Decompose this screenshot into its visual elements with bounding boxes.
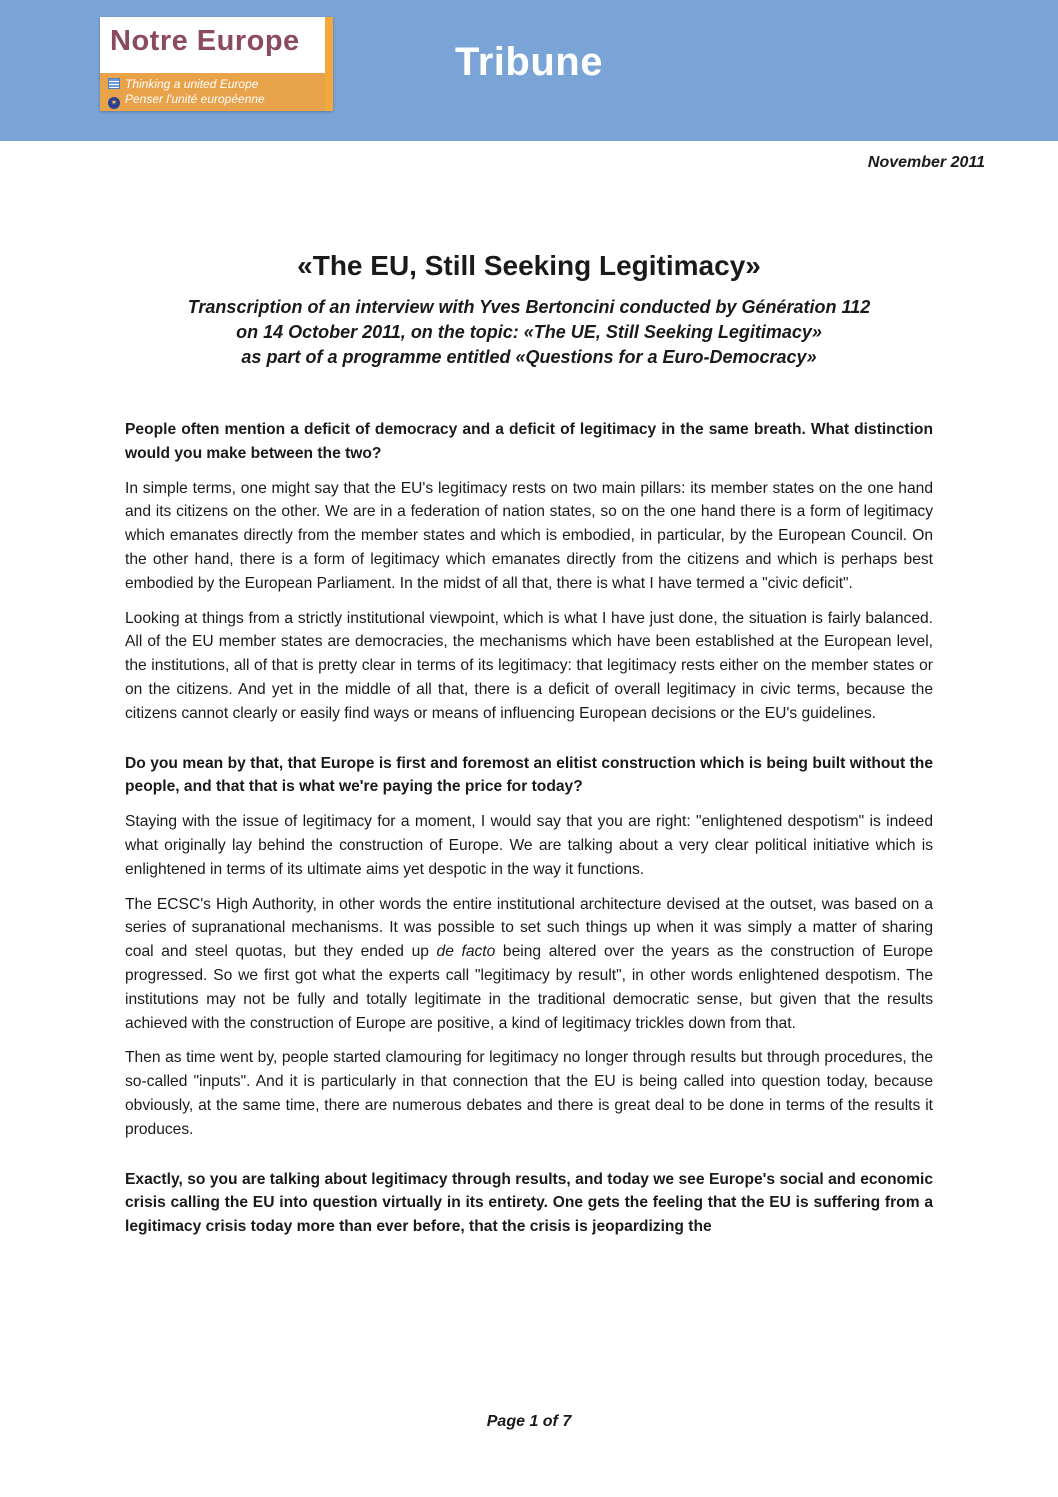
page-footer: Page 1 of 7 (486, 1413, 572, 1430)
italic-text-segment: de facto (436, 943, 496, 961)
article-body (125, 418, 933, 1239)
logo-name: Notre Europe (110, 25, 300, 57)
subtitle-line-3: as part of a programme entitled «Questions for a Euro-Democracy» (241, 347, 817, 367)
logo-accent-bar (325, 17, 333, 111)
book-icon (108, 78, 120, 89)
logo-tagline-strip (100, 73, 325, 111)
eu-flag-icon: ✶ (108, 97, 120, 109)
subtitle-line-2: on 14 October 2011, on the topic: «The UE, Still Seeking Legitimacy» (236, 322, 822, 342)
subtitle-line-1: Transcription of an interview with Yves Bertoncini conducted by Génération 112 (187, 297, 871, 317)
answer-paragraph: Staying with the issue of legitimacy for a moment, I would say that you are right: "enlightened despotism" is indeed what originally lay behind the construction of Europe. We are talking about a very clear political initiative which is enlightened in terms of its ultimate aims yet despotic in the way it functions. (125, 813, 933, 878)
text-segment: The ECSC's High Authority, in other words the entire institutional architecture devised at the outset, was based on a series of supranational mechanisms. It was possible to set such things up when it was simply a matter of sharing coal and steel quotas, but they ended up (125, 895, 933, 961)
publication-date: November 2011 (867, 154, 985, 171)
logo-tagline-fr-row (108, 92, 321, 109)
document-title: «The EU, Still Seeking Legitimacy» (297, 250, 761, 281)
answer-paragraph: Looking at things from a strictly institutional viewpoint, which is what I have just done, the situation is fairly balanced. All of the EU member states are democracies, the mechanisms which have been established at the European level, the institutions, all of that is pretty clear in terms of its legitimacy: that legitimacy rests either on the member states or on the citizens. And yet in the middle of all that, there is a deficit of overall legitimacy in civic terms, because the citizens cannot clearly or easily find ways or means of influencing European decisions or the EU's guidelines. (125, 609, 933, 722)
question-paragraph: Exactly, so you are talking about legitimacy through results, and today we see Europe's social and economic crisis calling the EU into question virtually in its entirety. One gets the feeling that the EU is suffering from a legitimacy crisis today more than ever before, that the crisis is jeopardizing the (125, 1170, 933, 1236)
logo-tagline-en-row (108, 77, 321, 92)
question-paragraph: Do you mean by that, that Europe is first and foremost an elitist construction which is being built without the people, and that that is what we're paying the price for today? (125, 754, 933, 796)
banner-title: Tribune (455, 40, 603, 84)
logo-tagline-fr: Penser l'unité européenne (125, 92, 265, 106)
answer-paragraph (125, 893, 933, 1036)
logo-tagline-en: Thinking a united Europe (125, 77, 259, 91)
document-subtitle (0, 295, 1058, 370)
text-segment: being altered over the years as the construction of Europe progressed. So we first got what the experts call "legitimacy by result", in other words enlightened despotism. The institutions may not be fully and totally legitimate in the traditional democratic sense, but given that the results achieved with the construction of Europe are positive, a kind of legitimacy trickles down from that. (125, 943, 933, 1032)
notre-europe-logo (100, 17, 333, 111)
question-paragraph: People often mention a deficit of democracy and a deficit of legitimacy in the same breath. What distinction would you make between the two? (125, 421, 933, 462)
answer-paragraph: In simple terms, one might say that the EU's legitimacy rests on two main pillars: its member states on the one hand and its citizens on the other. We are in a federation of nation states, so on the one hand there is a form of legitimacy which emanates directly from the member states and which is embodied, in particular, by the European Council. On the other hand, there is a form of legitimacy which emanates directly from the citizens and which is perhaps best embodied by the European Parliament. In the midst of all that, there is what I have termed a "civic deficit". (125, 479, 933, 592)
answer-paragraph: Then as time went by, people started clamouring for legitimacy no longer through results but through procedures, the so-called "inputs". And it is particularly in that connection that the EU is being called into question today, because obviously, at the same time, there are numerous debates and there is great deal to be done in terms of the results it produces. (125, 1049, 933, 1138)
header-banner (0, 0, 1058, 141)
